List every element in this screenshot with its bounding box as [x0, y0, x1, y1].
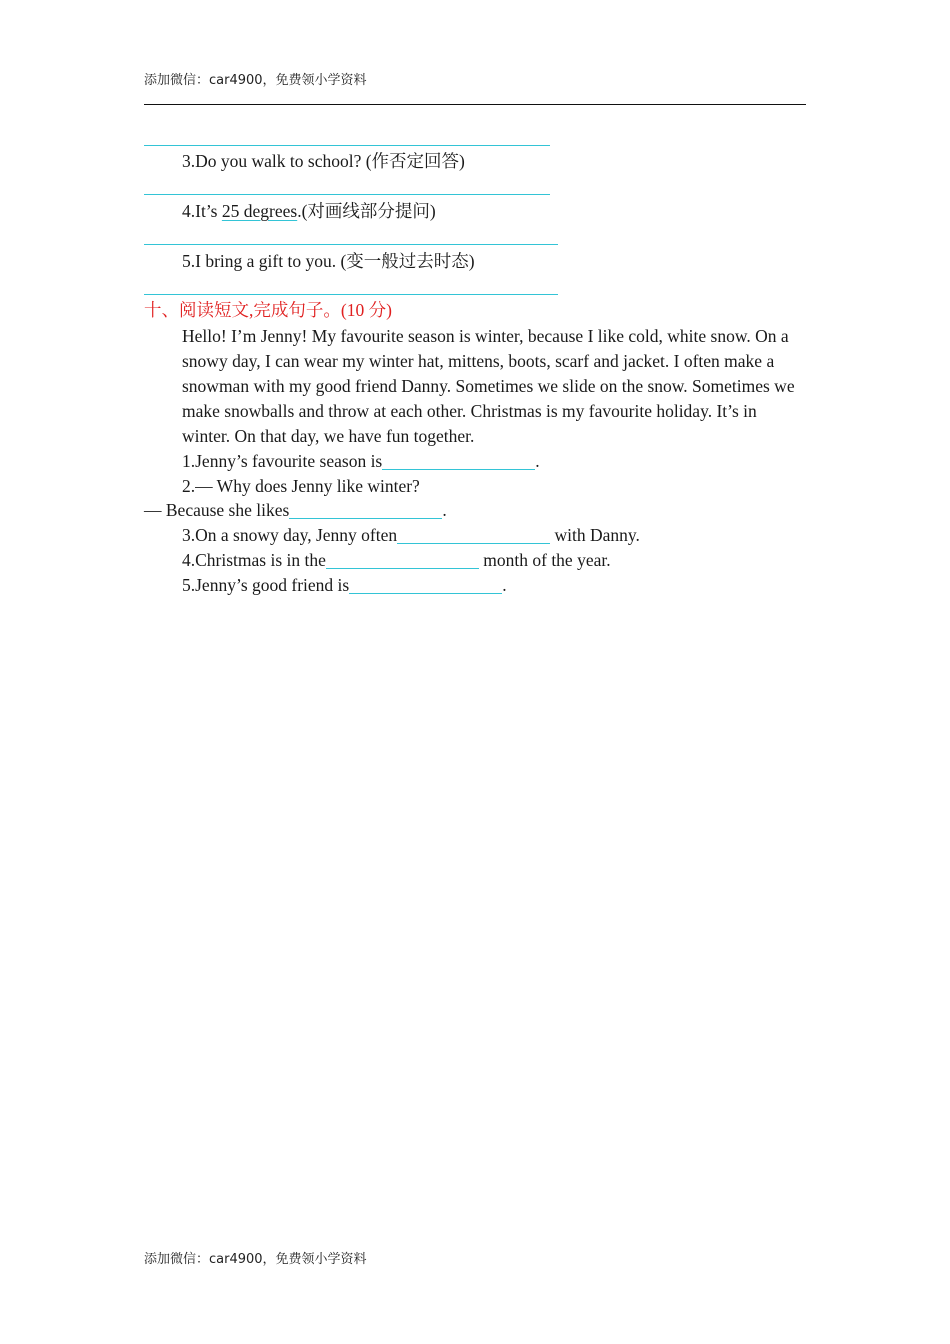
reading-question-4 — [182, 548, 611, 572]
reading-question-3 — [182, 523, 640, 547]
reading-question-4-text: 4.Christmas is in the — [182, 550, 326, 570]
footer-note: 添加微信：car4900，免费领小学资料 — [144, 1252, 367, 1267]
reading-passage — [144, 324, 808, 449]
reading-passage-text: Hello! I’m Jenny! My favourite season is winter, because I like cold, white snow. On a snowy day, I can wear my winter hat, mittens, boots, scarf and jacket. I often make a snowman with my good friend Danny. Sometimes we slide on the snow. Sometimes we make snowballs and throw at each other. Christmas is my favourite holiday. It’s in winter. On that day, we have fun together. — [182, 326, 795, 446]
reading-question-5-end: . — [502, 575, 507, 595]
reading-question-4-end: month of the year. — [478, 550, 611, 570]
reading-question-1-text: 1.Jenny’s favourite season is — [182, 451, 383, 471]
header-divider — [144, 104, 806, 105]
question-9-4 — [182, 199, 436, 223]
answer-line-2[interactable] — [144, 145, 550, 146]
answer-blank-3[interactable] — [397, 525, 550, 544]
reading-question-2: 2.— Why does Jenny like winter? — [182, 476, 420, 496]
answer-blank-5[interactable] — [349, 575, 502, 594]
header-note: 添加微信：car4900，免费领小学资料 — [144, 73, 367, 88]
question-9-4-suffix: .(对画线部分提问) — [297, 201, 436, 221]
answer-blank-4[interactable] — [326, 550, 479, 569]
reading-question-3-end: with Danny. — [550, 525, 640, 545]
question-9-4-underlined: 25 degrees — [221, 201, 298, 221]
question-9-4-prefix: 4.It’s — [182, 201, 222, 221]
reading-question-2-end: . — [442, 500, 447, 520]
reading-question-5 — [182, 573, 507, 597]
section-10-title: 十、阅读短文,完成句子。(10 分) — [144, 300, 392, 320]
question-9-3: 3.Do you walk to school? (作否定回答) — [182, 151, 465, 171]
answer-blank-1[interactable] — [382, 451, 535, 470]
answer-blank-2[interactable] — [289, 500, 442, 519]
reading-question-2-answer — [144, 498, 447, 522]
reading-question-1-end: . — [535, 451, 540, 471]
answer-line-5[interactable] — [144, 294, 558, 295]
reading-question-1 — [182, 449, 540, 473]
reading-question-2-answer-text: — Because she likes — [144, 500, 290, 520]
reading-question-5-text: 5.Jenny’s good friend is — [182, 575, 350, 595]
reading-question-3-text: 3.On a snowy day, Jenny often — [182, 525, 398, 545]
answer-line-3[interactable] — [144, 194, 550, 195]
answer-line-4[interactable] — [144, 244, 558, 245]
question-9-5: 5.I bring a gift to you. (变一般过去时态) — [182, 251, 475, 271]
